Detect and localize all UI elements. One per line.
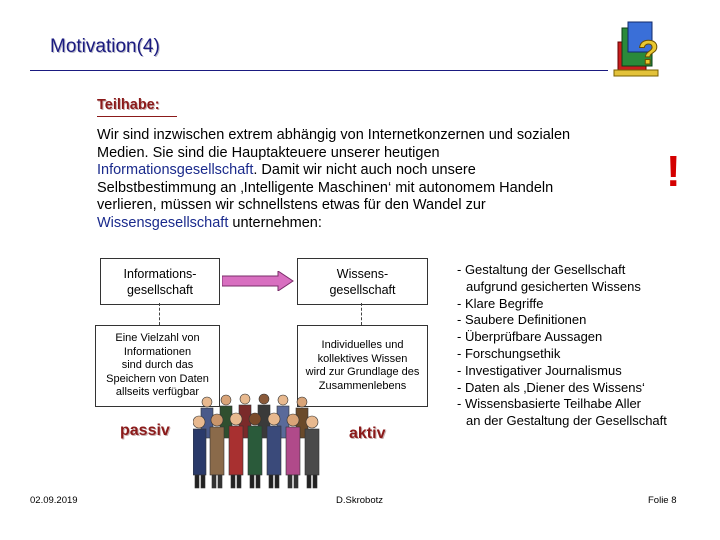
paragraph-text: . Damit wir nicht auch noch unsere	[253, 162, 476, 178]
paragraph-line	[97, 162, 667, 180]
description-line: kollektives Wissen	[317, 352, 408, 365]
list-item-continuation: aufgrund gesicherten Wissens	[466, 278, 641, 294]
description-line: Eine Vielzahl von	[115, 332, 200, 345]
description-line: Individuelles und	[321, 339, 404, 351]
footer-slide-number: Folie 8	[648, 495, 677, 506]
description-line: Zusammenlebens	[318, 379, 407, 392]
description-line: Informationen	[123, 345, 192, 358]
paragraph-text: unternehmen:	[228, 214, 322, 231]
title-underline	[30, 70, 608, 71]
description-line: Speichern von Daten	[106, 372, 209, 385]
exclamation-mark: !	[666, 147, 681, 196]
list-item: - Saubere Definitionen	[457, 312, 587, 328]
paragraph-line: Wir sind inzwischen extrem abhängig von Internetkonzernen und sozialen	[97, 127, 571, 143]
list-item: - Forschungsethik	[457, 345, 561, 361]
slide-title: Motivation(4)	[50, 36, 160, 57]
highlight-term: Informationsgesellschaft	[97, 162, 254, 178]
list-item: - Klare Begriffe	[457, 295, 544, 311]
list-item-continuation: an der Gestaltung der Gesellschaft	[466, 413, 667, 429]
passive-label: passiv	[120, 422, 170, 439]
info-society-box	[100, 258, 220, 305]
active-label: aktiv	[349, 425, 386, 442]
goals-list	[457, 262, 667, 430]
people-group-illustration	[193, 390, 325, 490]
paragraph-line	[97, 215, 667, 233]
footer-date: 02.09.2019	[30, 495, 78, 506]
intro-paragraph	[97, 127, 667, 232]
footer-author: D.Skrobotz	[336, 495, 383, 506]
list-item: - Überprüfbare Aussagen	[457, 329, 603, 345]
description-line: sind durch das	[121, 359, 194, 372]
box-label: gesellschaft	[126, 282, 193, 297]
connector-line	[361, 303, 363, 325]
paragraph-line: verlieren, müssen wir schnellstens etwas für den Wandel zur	[97, 197, 486, 213]
box-label: Wissens-	[336, 266, 389, 281]
box-label: gesellschaft	[329, 282, 396, 297]
description-line: wird zur Grundlage des	[305, 366, 420, 378]
question-book-icon	[612, 20, 664, 78]
paragraph-line: Medien. Sie sind die Hauptakteuere unserer heutigen	[97, 144, 440, 161]
box-label: Informations-	[123, 266, 197, 281]
knowledge-society-box	[297, 258, 428, 305]
section-heading-underline	[97, 116, 177, 117]
right-arrow-icon	[222, 271, 294, 291]
section-heading: Teilhabe:	[97, 97, 160, 113]
list-item: - Gestaltung der Gesellschaft	[457, 262, 626, 277]
description-line: allseits verfügbar	[115, 386, 200, 399]
list-item: - Wissensbasierte Teilhabe Aller	[457, 396, 642, 412]
highlight-term: Wissensgesellschaft	[97, 214, 229, 231]
list-item: - Investigativer Journalismus	[457, 362, 622, 378]
paragraph-line: Selbstbestimmung an ‚Intelligente Maschinen‘ mit autonomem Handeln	[97, 179, 554, 196]
svg-text:?: ?	[638, 34, 659, 72]
list-item: - Daten als ‚Diener des Wissens‘	[457, 379, 645, 395]
connector-line	[159, 303, 161, 325]
